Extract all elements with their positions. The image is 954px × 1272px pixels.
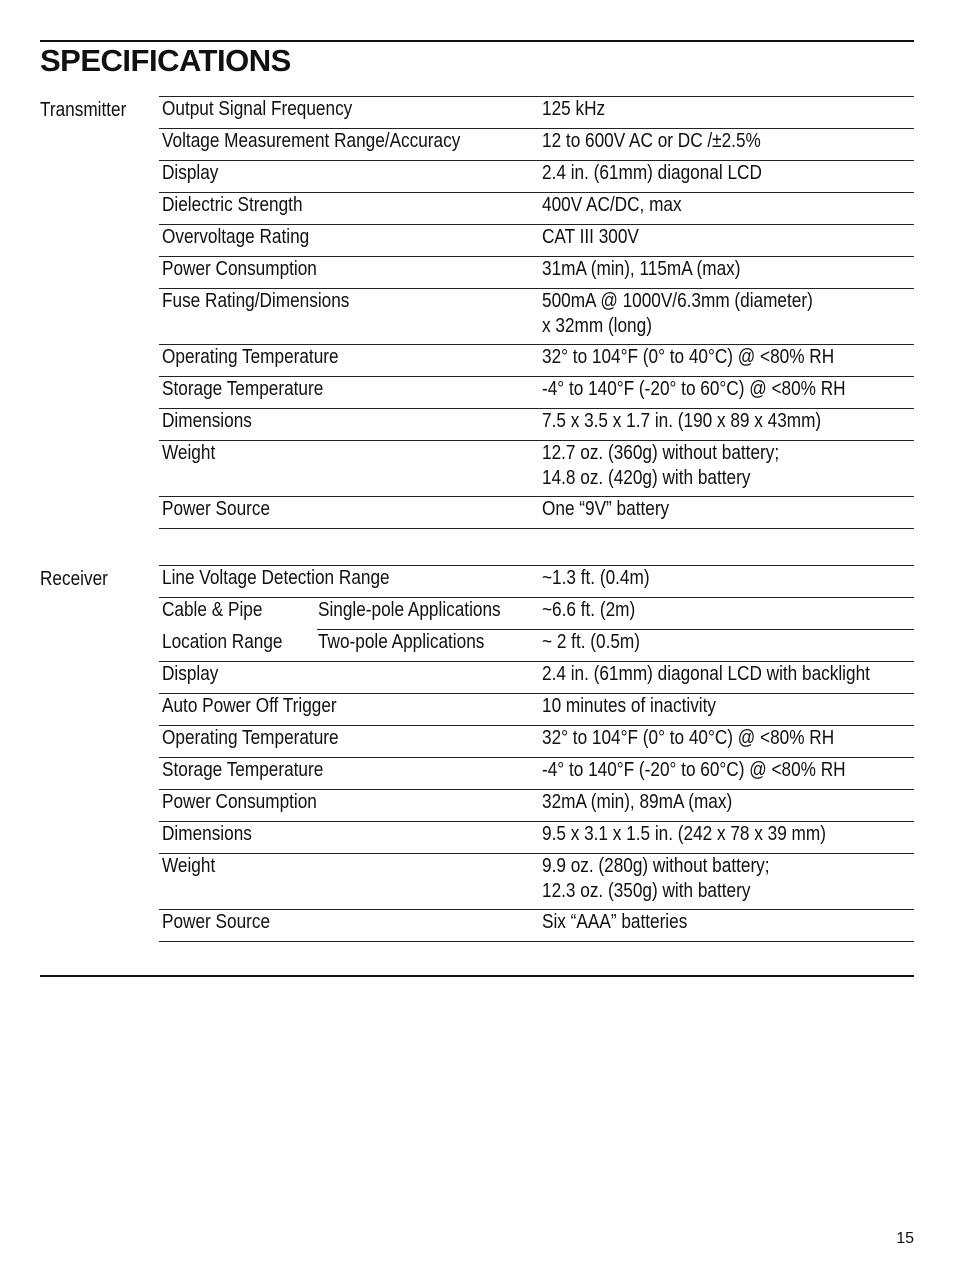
spec-label: Storage Temperature [162, 378, 324, 400]
spec-label: Storage Temperature [162, 759, 324, 781]
page-title: SPECIFICATIONS [40, 43, 291, 78]
spec-label: Operating Temperature [162, 727, 339, 749]
spec-value: 125 kHz [542, 98, 606, 120]
spec-label: Fuse Rating/Dimensions [162, 290, 350, 312]
table-row [159, 256, 914, 288]
spec-label: Weight [162, 855, 216, 877]
spec-label: Output Signal Frequency [162, 98, 353, 120]
table-row [159, 344, 914, 376]
spec-value: 7.5 x 3.5 x 1.7 in. (190 x 89 x 43mm) [542, 410, 822, 432]
spec-value: 9.5 x 3.1 x 1.5 in. (242 x 78 x 39 mm) [542, 823, 826, 845]
spec-value-single-pole: ~6.6 ft. (2m) [542, 599, 636, 621]
spec-value-line2: 14.8 oz. (420g) with battery [542, 467, 751, 489]
bottom-rule [40, 975, 914, 977]
table-row-cable-pipe [159, 597, 914, 661]
table-row [159, 725, 914, 757]
transmitter-label: Transmitter [40, 99, 127, 121]
table-row [159, 192, 914, 224]
table-row [159, 496, 914, 529]
spec-label: Power Source [162, 911, 271, 933]
spec-value: 10 minutes of inactivity [542, 695, 717, 717]
table-row [159, 661, 914, 693]
spec-label: Power Consumption [162, 791, 317, 813]
table-row [159, 565, 914, 597]
spec-value: 2.4 in. (61mm) diagonal LCD [542, 162, 762, 184]
table-row [159, 160, 914, 192]
spec-label: Line Voltage Detection Range [162, 567, 390, 589]
spec-value: -4° to 140°F (-20° to 60°C) @ <80% RH [542, 378, 846, 400]
spec-label: Auto Power Off Trigger [162, 695, 337, 717]
spec-label: Power Source [162, 498, 271, 520]
receiver-label: Receiver [40, 568, 108, 590]
spec-value: CAT III 300V [542, 226, 639, 248]
spec-label: Dielectric Strength [162, 194, 303, 216]
table-row [159, 757, 914, 789]
spec-value: 12 to 600V AC or DC /±2.5% [542, 130, 761, 152]
spec-value: 32° to 104°F (0° to 40°C) @ <80% RH [542, 346, 835, 368]
spec-value: 12.7 oz. (360g) without battery; [542, 442, 780, 464]
spec-value-line2: 12.3 oz. (350g) with battery [542, 880, 751, 902]
spec-label: Power Consumption [162, 258, 317, 280]
spec-label: Weight [162, 442, 216, 464]
table-row [159, 224, 914, 256]
spec-label: Dimensions [162, 410, 252, 432]
table-row [159, 376, 914, 408]
table-row [159, 440, 914, 496]
spec-label: Display [162, 162, 219, 184]
table-row [159, 408, 914, 440]
spec-value: 31mA (min), 115mA (max) [542, 258, 741, 280]
spec-label-line2: Location Range [162, 631, 283, 653]
table-row [159, 693, 914, 725]
spec-value-two-pole: ~ 2 ft. (0.5m) [542, 631, 640, 653]
table-row [159, 128, 914, 160]
spec-value: ~1.3 ft. (0.4m) [542, 567, 650, 589]
spec-value: 32° to 104°F (0° to 40°C) @ <80% RH [542, 727, 835, 749]
spec-label: Voltage Measurement Range/Accuracy [162, 130, 461, 152]
table-row [159, 789, 914, 821]
spec-value: 9.9 oz. (280g) without battery; [542, 855, 770, 877]
spec-label: Cable & Pipe [162, 599, 263, 621]
sub-label-single-pole: Single-pole Applications [318, 599, 501, 621]
spec-label: Operating Temperature [162, 346, 339, 368]
spec-label: Overvoltage Rating [162, 226, 310, 248]
sub-label-two-pole: Two-pole Applications [318, 631, 485, 653]
table-row [159, 96, 914, 128]
spec-value: 400V AC/DC, max [542, 194, 682, 216]
table-row [159, 853, 914, 909]
spec-label: Dimensions [162, 823, 252, 845]
table-row [159, 288, 914, 344]
table-row [159, 909, 914, 942]
transmitter-table [159, 96, 914, 529]
receiver-table [159, 565, 914, 942]
page-number: 15 [896, 1230, 914, 1247]
spec-value: 2.4 in. (61mm) diagonal LCD with backlight [542, 663, 870, 685]
spec-value: Six “AAA” batteries [542, 911, 688, 933]
spec-value: One “9V” battery [542, 498, 670, 520]
spec-value: 32mA (min), 89mA (max) [542, 791, 733, 813]
table-row [159, 821, 914, 853]
spec-label: Display [162, 663, 219, 685]
spec-value: -4° to 140°F (-20° to 60°C) @ <80% RH [542, 759, 846, 781]
spec-value-line2: x 32mm (long) [542, 315, 652, 337]
top-rule [40, 40, 914, 42]
spec-value: 500mA @ 1000V/6.3mm (diameter) [542, 290, 813, 312]
